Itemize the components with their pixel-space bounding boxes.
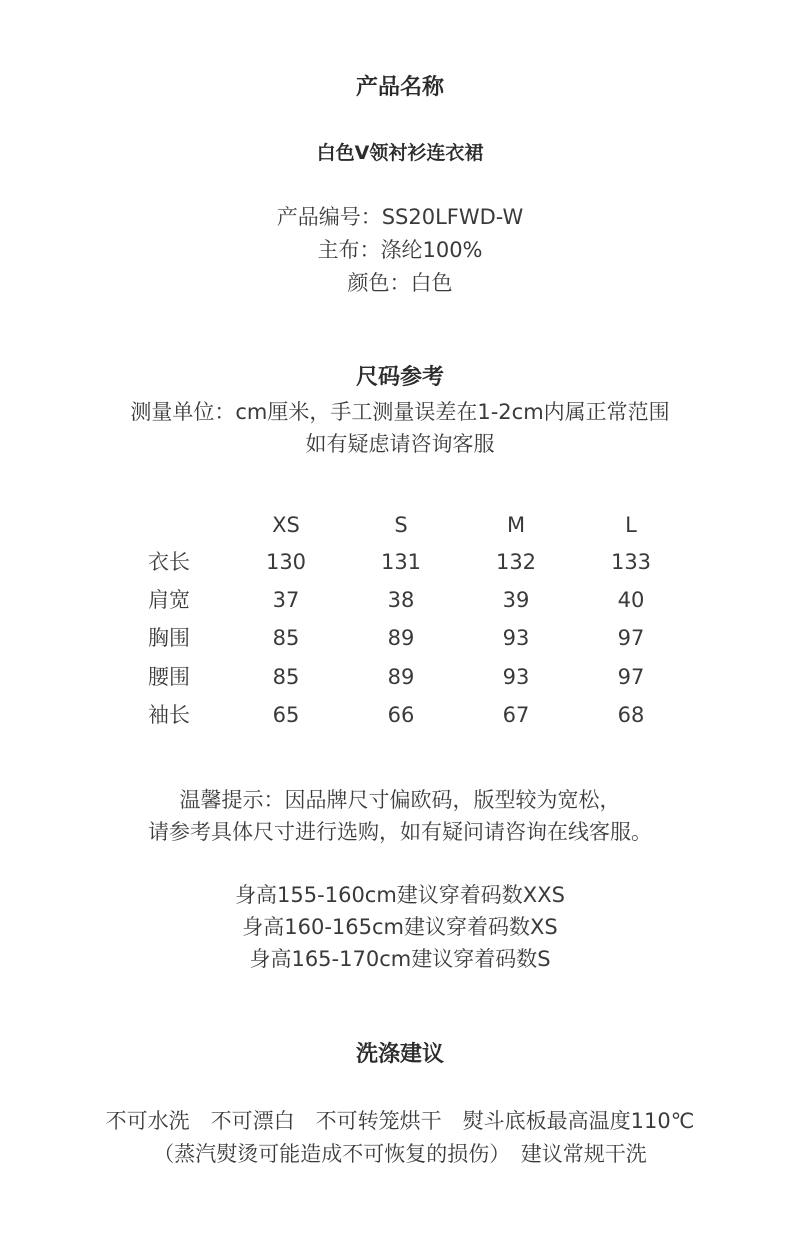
care-section-title: 洗涤建议 (355, 1042, 444, 1067)
table-cell: 89 (387, 626, 415, 650)
table-cell: 39 (502, 588, 530, 612)
table-cell: 89 (387, 665, 415, 689)
row-label-length: 衣长 (148, 550, 190, 574)
table-cell: 66 (387, 703, 415, 727)
table-cell: 130 (265, 550, 307, 574)
table-cell: 131 (380, 550, 422, 574)
measurement-note: 测量单位：cm厘米，手工测量误差在1-2cm内属正常范围 (130, 400, 670, 424)
care-instructions-line-2: （蒸汽熨烫可能造成不可恢复的损伤） 建议常规干洗 (153, 1142, 647, 1166)
row-label-chest: 胸围 (148, 626, 190, 650)
product-color: 颜色：白色 (347, 271, 453, 295)
table-cell: 93 (502, 665, 530, 689)
table-cell: 65 (272, 703, 300, 727)
table-cell: 38 (387, 588, 415, 612)
table-cell: 97 (617, 665, 645, 689)
table-cell: 68 (617, 703, 645, 727)
product-fabric: 主布：涤纶100% (317, 238, 483, 262)
table-cell: 85 (272, 626, 300, 650)
size-header-s: S (394, 513, 408, 537)
table-cell: 93 (502, 626, 530, 650)
height-recommendation: 身高160-165cm建议穿着码数XS (242, 915, 558, 939)
table-cell: 40 (617, 588, 645, 612)
table-cell: 97 (617, 626, 645, 650)
table-cell: 132 (495, 550, 537, 574)
row-label-waist: 腰围 (148, 665, 190, 689)
table-cell: 67 (502, 703, 530, 727)
row-label-sleeve: 袖长 (148, 703, 190, 727)
size-header-xs: XS (272, 513, 300, 537)
row-label-shoulder: 肩宽 (148, 588, 190, 612)
product-code: 产品编号：SS20LFWD-W (276, 205, 524, 229)
care-instructions-line-1: 不可水洗 不可漂白 不可转笼烘干 熨斗底板最高温度110℃ (105, 1109, 695, 1133)
size-header-l: L (625, 513, 637, 537)
table-cell: 37 (272, 588, 300, 612)
product-name: 白色V领衬衫连衣裙 (316, 142, 484, 164)
fit-tip-line-1: 温馨提示：因品牌尺寸偏欧码，版型较为宽松， (179, 788, 621, 812)
table-cell: 85 (272, 665, 300, 689)
size-section-title: 尺码参考 (355, 365, 444, 390)
height-recommendation: 身高165-170cm建议穿着码数S (249, 947, 551, 971)
table-cell: 133 (610, 550, 652, 574)
height-recommendation: 身高155-160cm建议穿着码数XXS (235, 883, 565, 907)
fit-tip-line-2: 请参考具体尺寸进行选购，如有疑问请咨询在线客服。 (148, 820, 652, 844)
product-section-title: 产品名称 (355, 75, 444, 100)
size-header-m: M (506, 513, 526, 537)
contact-note: 如有疑虑请咨询客服 (305, 432, 495, 456)
